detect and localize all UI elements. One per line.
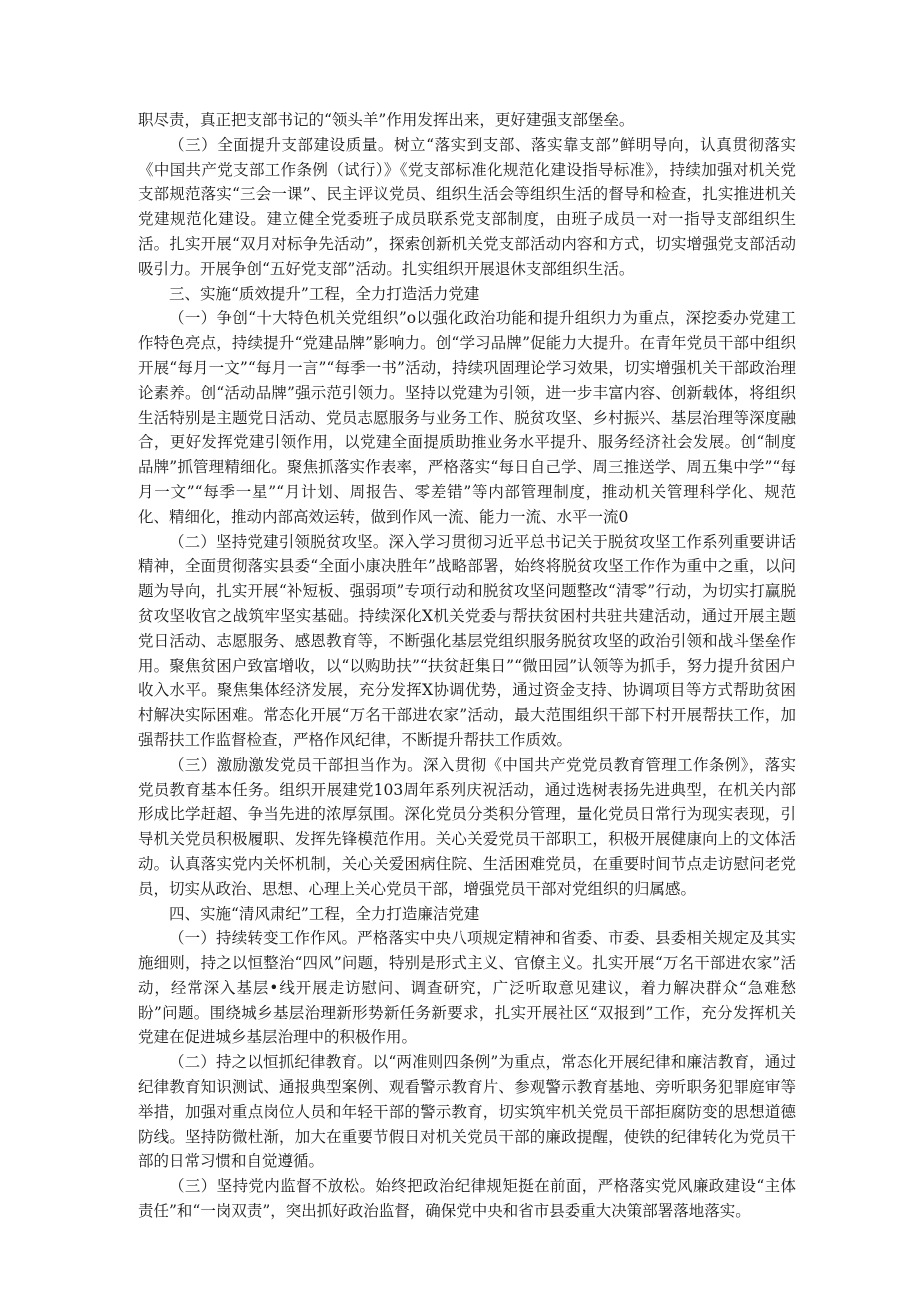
paragraph-party-supervision: （三）坚持党内监督不放松。始终把政治纪律规矩挺在前面，严格落实党风廉政建设“主体责任”和“一岗双责”，突出抓好政治监督，确保党中央和省市县委重大决策部署落地落实。: [138, 1177, 796, 1221]
paragraph-work-style: （一）持续转变工作作风。严格落实中央八项规定精神和省委、市委、县委相关规定及其实施细则，持之以恒整治“四风”问题，特别是形式主义、官僚主义。扎实开展“万名干部进农家”活动，经常深入基层•线开展走访慰问、调查研究，广泛听取意见建议，着力解决群众“急难愁盼”问题。围绕城乡基层治理新形势新任务新要求，扎实开展社区“双报到”工作，充分发挥机关党建在促进城乡基层治理中的积极作用。: [138, 929, 796, 1047]
paragraph-support-branch-quality: （三）全面提升支部建设质量。树立“落实到支部、落实靠支部”鲜明导向，认真贯彻落实《中国共产党支部工作条例（试行）》《党支部标准化规范化建设指导标准》，持续加强对机关党支部规范落实“三会一课”、民主评议党员、组织生活会等组织生活的督导和检查，扎实推进机关党建规范化建设。建立健全党委班子成员联系党支部制度，由班子成员一对一指导支部组织生活。扎实开展“双月对标争先活动”，探索创新机关党支部活动内容和方式，切实增强党支部活动吸引力。开展争创“五好党支部”活动。扎实组织开展退休支部组织生活。: [138, 135, 796, 278]
section-heading-3: 三、实施“质效提升”工程，全力打造活力党建: [169, 284, 480, 303]
paragraph-ten-characteristic-orgs: （一）争创“十大特色机关党组织”o以强化政治功能和提升组织力为重点，深挖委办党建工作特色亮点，持续提升“党建品牌”影响力。创“学习品牌”促能力大提升。在青年党员干部中组织开展“每月一文”“每月一言”“每季一书”活动，持续巩固理论学习效果，切实增强机关干部政治理论素养。创“活动品牌”强示范引领力。坚持以党建为引领，进一步丰富内容、创新载体，将组织生活特别是主题党日活动、党员志愿服务与业务工作、脱贫攻坚、乡村振兴、基层治理等深度融合，更好发挥党建引领作用，以党建全面提质助推业务水平提升、服务经济社会发展。创“制度品牌”抓管理精细化。聚焦抓落实作表率，严格落实“每日自己学、周三推送学、周五集中学”“每月一文”“每季一星”“月计划、周报告、零差错”等内部管理制度，推动机关管理科学化、规范化、精细化，推动内部高效运转，做到作风一流、能力一流、水平一流0: [138, 309, 796, 526]
paragraph-continuation: 职尽责，真正把支部书记的“领头羊”作用发挥出来，更好建强支部堡垒。: [138, 111, 635, 129]
section-heading-4: 四、实施“清风肃纪”工程，全力打造廉洁党建: [169, 904, 480, 923]
document-body: [138, 108, 796, 1224]
paragraph-motivate-cadres: （三）激励激发党员干部担当作为。深入贯彻《中国共产党党员教育管理工作条例》，落实党员教育基本任务。组织开展建党103周年系列庆祝活动，通过选树表扬先进典型，在机关内部形成比学赶超、争当先进的浓厚氛围。深化党员分类积分管理，量化党员日常行为现实表现，引导机关党员积极履职、发挥先锋模范作用。关心关爱党员干部职工，积极开展健康向上的文体活动。认真落实党内关怀机制，关心关爱困病住院、生活困难党员，在重要时间节点走访慰问老党员，切实从政治、思想、心理上关心党员干部，增强党员干部对党组织的归属感。: [138, 755, 796, 898]
paragraph-poverty-alleviation: （二）坚持党建引领脱贫攻坚。深入学习贯彻习近平总书记关于脱贫攻坚工作系列重要讲话精神，全面贯彻落实县委“全面小康决胜年”战略部署，始终将脱贫攻坚工作作为重中之重，以问题为导向，扎实开展“补短板、强弱项”专项行动和脱贫攻坚问题整改“清零”行动，为切实打赢脱贫攻坚收官之战筑牢坚实基础。持续深化X机关党委与帮扶贫困村共驻共建活动，通过开展主题党日活动、志愿服务、感恩教育等，不断强化基层党组织服务脱贫攻坚的政治引领和战斗堡垒作用。聚焦贫困户致富增收，以“以购助扶”“扶贫赶集日”“微田园”认领等为抓手，努力提升贫困户收入水平。聚焦集体经济发展，充分发挥X协调优势，通过资金支持、协调项目等方式帮助贫困村解决实际困难。常态化开展“万名干部进农家”活动，最大范围组织干部下村开展帮扶工作，加强帮扶工作监督检查，严格作风纪律，不断提升帮扶工作质效。: [138, 532, 796, 749]
paragraph-discipline-education: （二）持之以恒抓纪律教育。以“两准则四条例”为重点，常态化开展纪律和廉洁教育，通过纪律教育知识测试、通报典型案例、观看警示教育片、参观警示教育基地、旁听职务犯罪庭审等举措，加强对重点岗位人员和年轻干部的警示教育，切实筑牢机关党员干部拒腐防变的思想道德防线。坚持防微杜渐，加大在重要节假日对机关党员干部的廉政提醒，使铁的纪律转化为党员干部的日常习惯和自觉遵循。: [138, 1053, 796, 1171]
